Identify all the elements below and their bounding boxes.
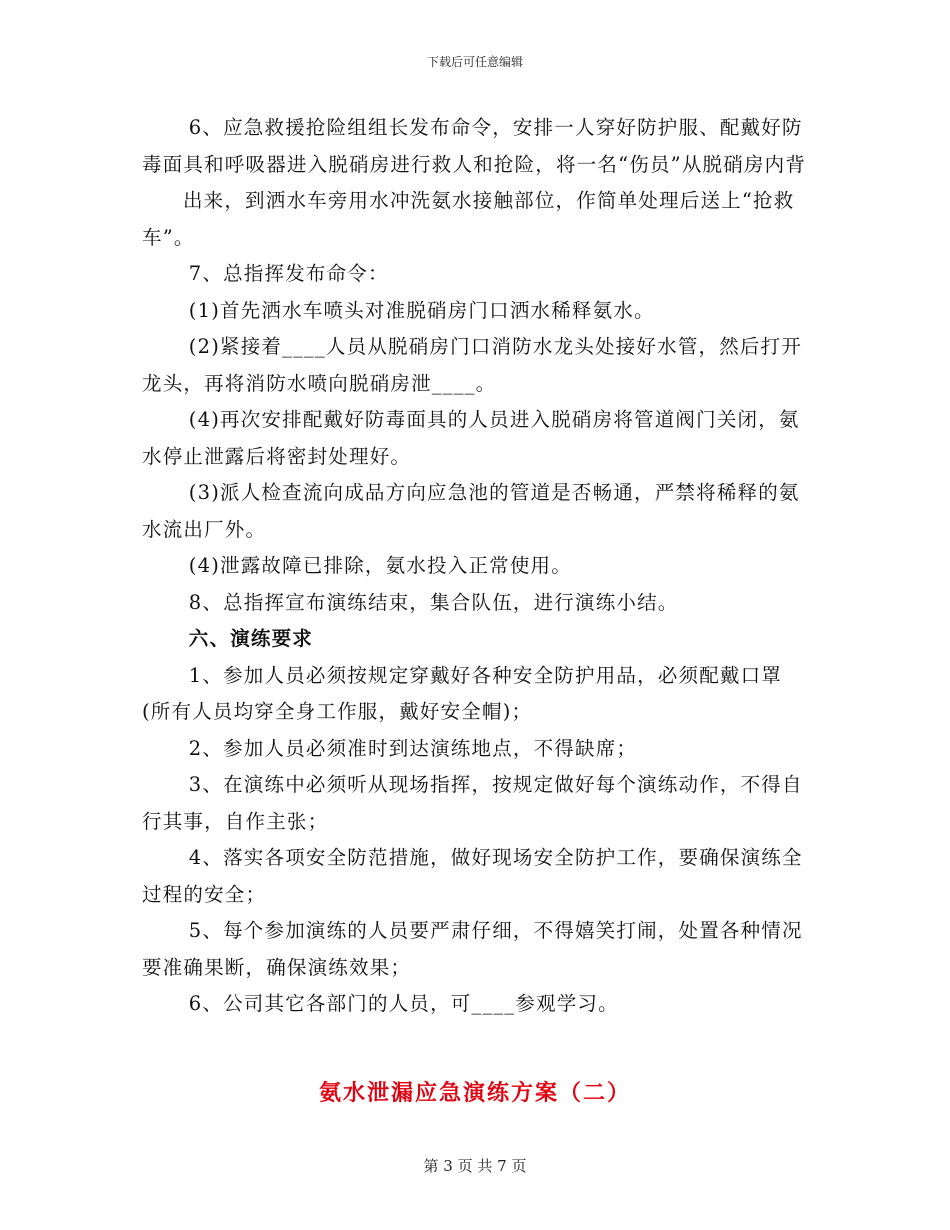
paragraph-step-8: 8、总指挥宣布演练结束，集合队伍，进行演练小结。 [188,590,679,614]
paragraph-substep-4a: (4)再次安排配戴好防毒面具的人员进入脱硝房将管道阀门关闭，氨水停止泄露后将密封处理好。 [142,408,800,468]
paragraph-substep-2: (2)紧接着____人员从脱硝房门口消防水龙头处接好水管，然后打开龙头，再将消防水喷向脱硝房泄____。 [142,335,803,395]
requirement-5: 5、每个参加演练的人员要严肃仔细，不得嬉笑打闹，处置各种情况要准确果断，确保演练效果； [142,919,803,979]
requirement-3: 3、在演练中必须听从现场指挥，按规定做好每个演练动作，不得自行其事，自作主张； [142,773,803,833]
paragraph-step-7: 7、总指挥发布命令： [188,262,389,285]
requirement-6: 6、公司其它各部门的人员，可____参观学习。 [188,992,619,1015]
document-body [142,110,807,1023]
page-footer: 第 3 页 共 7 页 [423,1157,527,1175]
page-header: 下载后可任意编辑 [426,55,523,69]
section-heading-requirements: 六、演练要求 [188,627,313,650]
paragraph-substep-1: (1)首先洒水车喷头对准脱硝房门口洒水稀释氨水。 [188,298,655,322]
paragraph-step-6-continued: 出来，到洒水车旁用水冲洗氨水接触部位，作简单处理后送上“抢救车”。 [142,189,795,249]
requirement-1: 1、参加人员必须按规定穿戴好各种安全防护用品，必须配戴口罩(所有人员均穿全身工作服，戴好安全帽)； [142,663,783,723]
paragraph-substep-4b: (4)泄露故障已排除，氨水投入正常使用。 [188,554,572,577]
requirement-2: 2、参加人员必须准时到达演练地点，不得缺席； [188,736,638,760]
paragraph-substep-3: (3)派人检查流向成品方向应急池的管道是否畅通，严禁将稀释的氨水流出厂外。 [142,481,800,541]
requirement-4: 4、落实各项安全防范措施，做好现场安全防护工作，要确保演练全过程的安全； [142,846,803,906]
section-title: 氨水泄漏应急演练方案（二） [318,1080,631,1106]
paragraph-step-6: 6、应急救援抢险组组长发布命令，安排一人穿好防护服、配戴好防毒面具和呼吸器进入脱硝房进行救人和抢险，将一名“伤员”从脱硝房内背 [142,116,807,176]
